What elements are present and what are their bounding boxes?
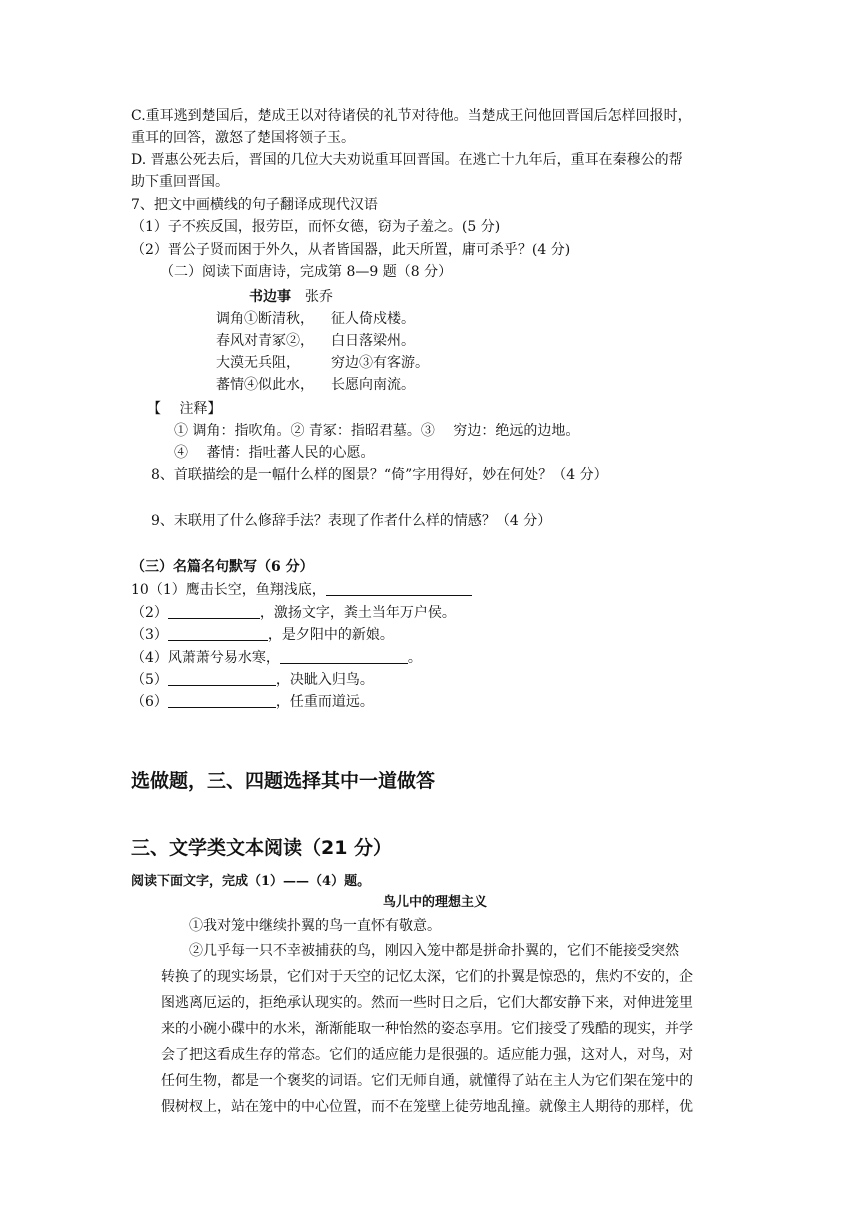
q9-text: 9、末联用了什么修辞手法？表现了作者什么样的情感？（4 分） [151, 513, 552, 529]
q10-4-text: （4）风萧萧兮易水寒， [131, 650, 280, 666]
poem-line-3-a: 大漠无兵阻， [216, 355, 300, 371]
poem-line-4-b: 长愿向南流。 [331, 377, 415, 393]
part3-instruction: 阅读下面文字，完成（1）——（4）题。 [131, 874, 371, 889]
q10-2 [131, 603, 456, 623]
article-para-2-line-7: 假树杈上，站在笼中的中心位置，而不在笼壁上徒劳地乱撞。就像主人期待的那样，优 [161, 1099, 693, 1115]
q10-2-num: （2） [131, 605, 168, 621]
q7-item-1: （1）子不疾反国，报劳臣，而怀女德，窃为子羞之。(5 分) [131, 219, 501, 235]
note-line-2: ④ 蕃情：指吐蕃人民的心愿。 [174, 445, 375, 461]
q10-1 [131, 580, 472, 600]
article-para-2-line-3: 图逃离厄运的，拒绝承认现实的。然而一些时日之后，它们大都安静下来，对伸进笼里 [161, 995, 693, 1011]
q10-3 [131, 625, 394, 645]
q10-6-blank[interactable] [168, 693, 276, 708]
note-line-1: ① 调角：指吹角。② 青冢：指昭君墓。③ 穷边：绝远的边地。 [174, 423, 580, 439]
article-para-2-line-4: 来的小碗小碟中的水米，渐渐能取一种怡然的姿态享用。它们接受了残酷的现实，并学 [161, 1021, 693, 1037]
q10-6-num: （6） [131, 694, 168, 710]
poem-line-2-b: 白日落梁州。 [331, 333, 415, 349]
q10-3-blank[interactable] [168, 626, 268, 641]
q10-6-text: ，任重而道远。 [275, 694, 374, 710]
q10-5-num: （5） [131, 672, 168, 688]
option-c-line-1: C.重耳逃到楚国后，楚成王以对待诸侯的礼节对待他。当楚成王问他回晋国后怎样回报时， [131, 108, 692, 124]
option-d-line-2: 助下重回晋国。 [131, 174, 229, 190]
q10-5-blank[interactable] [168, 671, 276, 686]
article-para-2-line-6: 任何生物，都是一个褒奖的词语。它们无师自通，就懂得了站在主人为它们架在笼中的 [161, 1073, 693, 1089]
q10-4 [131, 648, 422, 668]
poem-line-4-a: 蕃情④似此水， [216, 377, 314, 393]
option-d-line-1: D. 晋惠公死去后，晋国的几位大夫劝说重耳回晋国。在逃亡十九年后，重耳在秦穆公的帮 [131, 152, 683, 168]
poem-line-1-b: 征人倚戍楼。 [331, 311, 415, 327]
q10-3-text: ，是夕阳中的新娘。 [267, 627, 394, 643]
q10-5-text: ，决眦入归鸟。 [275, 672, 374, 688]
poem-line-2-a: 春风对青冢②， [216, 333, 314, 349]
article-para-2-line-1: ②几乎每一只不幸被捕获的鸟，刚囚入笼中都是拼命扑翼的，它们不能接受突然 [189, 943, 679, 959]
article-para-2-line-2: 转换了的现实场景，它们对于天空的记忆太深，它们的扑翼是惊恐的，焦灼不安的，企 [161, 969, 693, 985]
q8-text: 8、首联描绘的是一幅什么样的图景？“倚”字用得好，妙在何处？（4 分） [151, 467, 608, 483]
q10-1-text: 10（1）鹰击长空，鱼翔浅底， [131, 582, 326, 598]
q10-1-blank[interactable] [326, 581, 472, 596]
section3-title: （三）名篇名句默写（6 分） [131, 559, 314, 575]
q10-2-text: ，激扬文字，粪土当年万户侯。 [259, 605, 456, 621]
section2-intro: （二）阅读下面唐诗，完成第 8—9 题（8 分） [160, 264, 453, 280]
part3-heading: 三、文学类文本阅读（21 分） [131, 837, 393, 859]
article-para-2-line-5: 会了把这看成生存的常态。它们的适应能力是很强的。适应能力强，这对人，对鸟，对 [161, 1047, 693, 1063]
poem-title: 书边事 [249, 289, 291, 305]
q10-3-num: （3） [131, 627, 168, 643]
option-c-line-2: 重耳的回答，激怒了楚国将领子玉。 [131, 130, 355, 146]
poem-author: 张乔 [305, 289, 333, 305]
poem-line-1-a: 调角①断清秋， [216, 311, 314, 327]
q10-4-end: 。 [407, 650, 422, 666]
article-para-1: ①我对笼中继续扑翼的鸟一直怀有敬意。 [189, 918, 441, 934]
q7-item-2: （2）晋公子贤而困于外久，从者皆国器，此天所置，庸可杀乎？(4 分) [131, 242, 571, 258]
q10-6 [131, 692, 374, 712]
q10-4-blank[interactable] [280, 649, 408, 664]
poem-heading [249, 287, 333, 307]
choice-heading: 选做题，三、四题选择其中一道做答 [131, 770, 436, 792]
article-title: 鸟儿中的理想主义 [383, 895, 488, 910]
q10-2-blank[interactable] [168, 604, 260, 619]
notes-label: 【 注释】 [147, 401, 222, 417]
q7-title: 7、把文中画横线的句子翻译成现代汉语 [131, 197, 378, 213]
q10-5 [131, 670, 374, 690]
poem-line-3-b: 穷边③有客游。 [331, 355, 429, 371]
